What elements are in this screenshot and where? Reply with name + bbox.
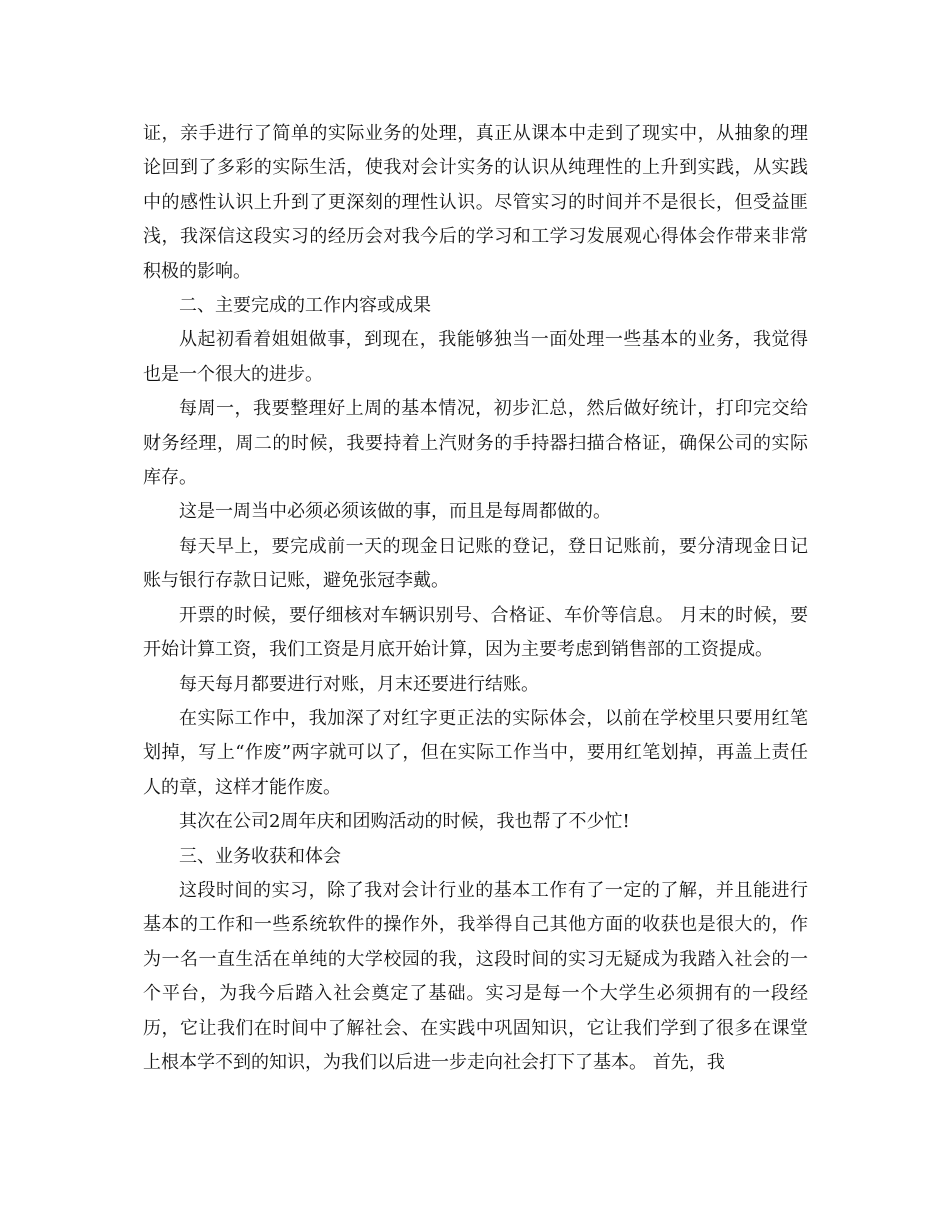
paragraph: 每周一，我要整理好上周的基本情况，初步汇总，然后做好统计，打印完交给财务经理，周二的时候，我要持着上汽财务的手持器扫描合格证，确保公司的实际库存。	[143, 398, 808, 489]
paragraph: 这是一周当中必须必须该做的事，而且是每周都做的。	[179, 501, 611, 523]
paragraph: 其次在公司2周年庆和团购活动的时候，我也帮了不少忙!	[179, 811, 630, 833]
paragraph: 开票的时候，要仔细核对车辆识别号、合格证、车价等信息。 月末的时候，要开始计算工资，我们工资是月底开始计算，因为主要考虑到销售部的工资提成。	[143, 604, 808, 661]
paragraph: 在实际工作中，我加深了对红字更正法的实际体会，以前在学校里只要用红笔划掉，写上“作废”两字就可以了，但在实际工作当中，要用红笔划掉，再盖上责任人的章，这样才能作废。	[143, 707, 808, 798]
paragraph: 这段时间的实习，除了我对会计行业的基本工作有了一定的了解，并且能进行基本的工作和一些系统软件的操作外，我举得自己其他方面的收获也是很大的，作为一名一直生活在单纯的大学校园的我，这段时间的实习无疑成为我踏入社会的一个平台，为我今后踏入社会奠定了基础。实习是每一个大学生必须拥有的一段经历，它让我们在时间中了解社会、在实践中巩固知识，它让我们学到了很多在课堂上根本学不到的知识，为我们以后进一步走向社会打下了基本。 首先，我	[143, 879, 808, 1073]
paragraph: 每天每月都要进行对账，月末还要进行结账。	[179, 673, 539, 695]
paragraph: 每天早上，要完成前一天的现金日记账的登记，登日记账前，要分清现金日记账与银行存款日记账，避免张冠李戴。	[143, 535, 808, 592]
section-heading-2: 二、主要完成的工作内容或成果	[179, 295, 431, 317]
document-body	[143, 117, 808, 1080]
paragraph: 证，亲手进行了简单的实际业务的处理，真正从课本中走到了现实中，从抽象的理论回到了多彩的实际生活，使我对会计实务的认识从纯理性的上升到实践，从实践中的感性认识上升到了更深刻的理性认识。尽管实习的时间并不是很长，但受益匪浅，我深信这段实习的经历会对我今后的学习和工学习发展观心得体会作带来非常积极的影响。	[143, 123, 808, 282]
paragraph: 从起初看着姐姐做事，到现在，我能够独当一面处理一些基本的业务，我觉得也是一个很大的进步。	[143, 329, 808, 385]
section-heading-3: 三、业务收获和体会	[179, 845, 341, 867]
